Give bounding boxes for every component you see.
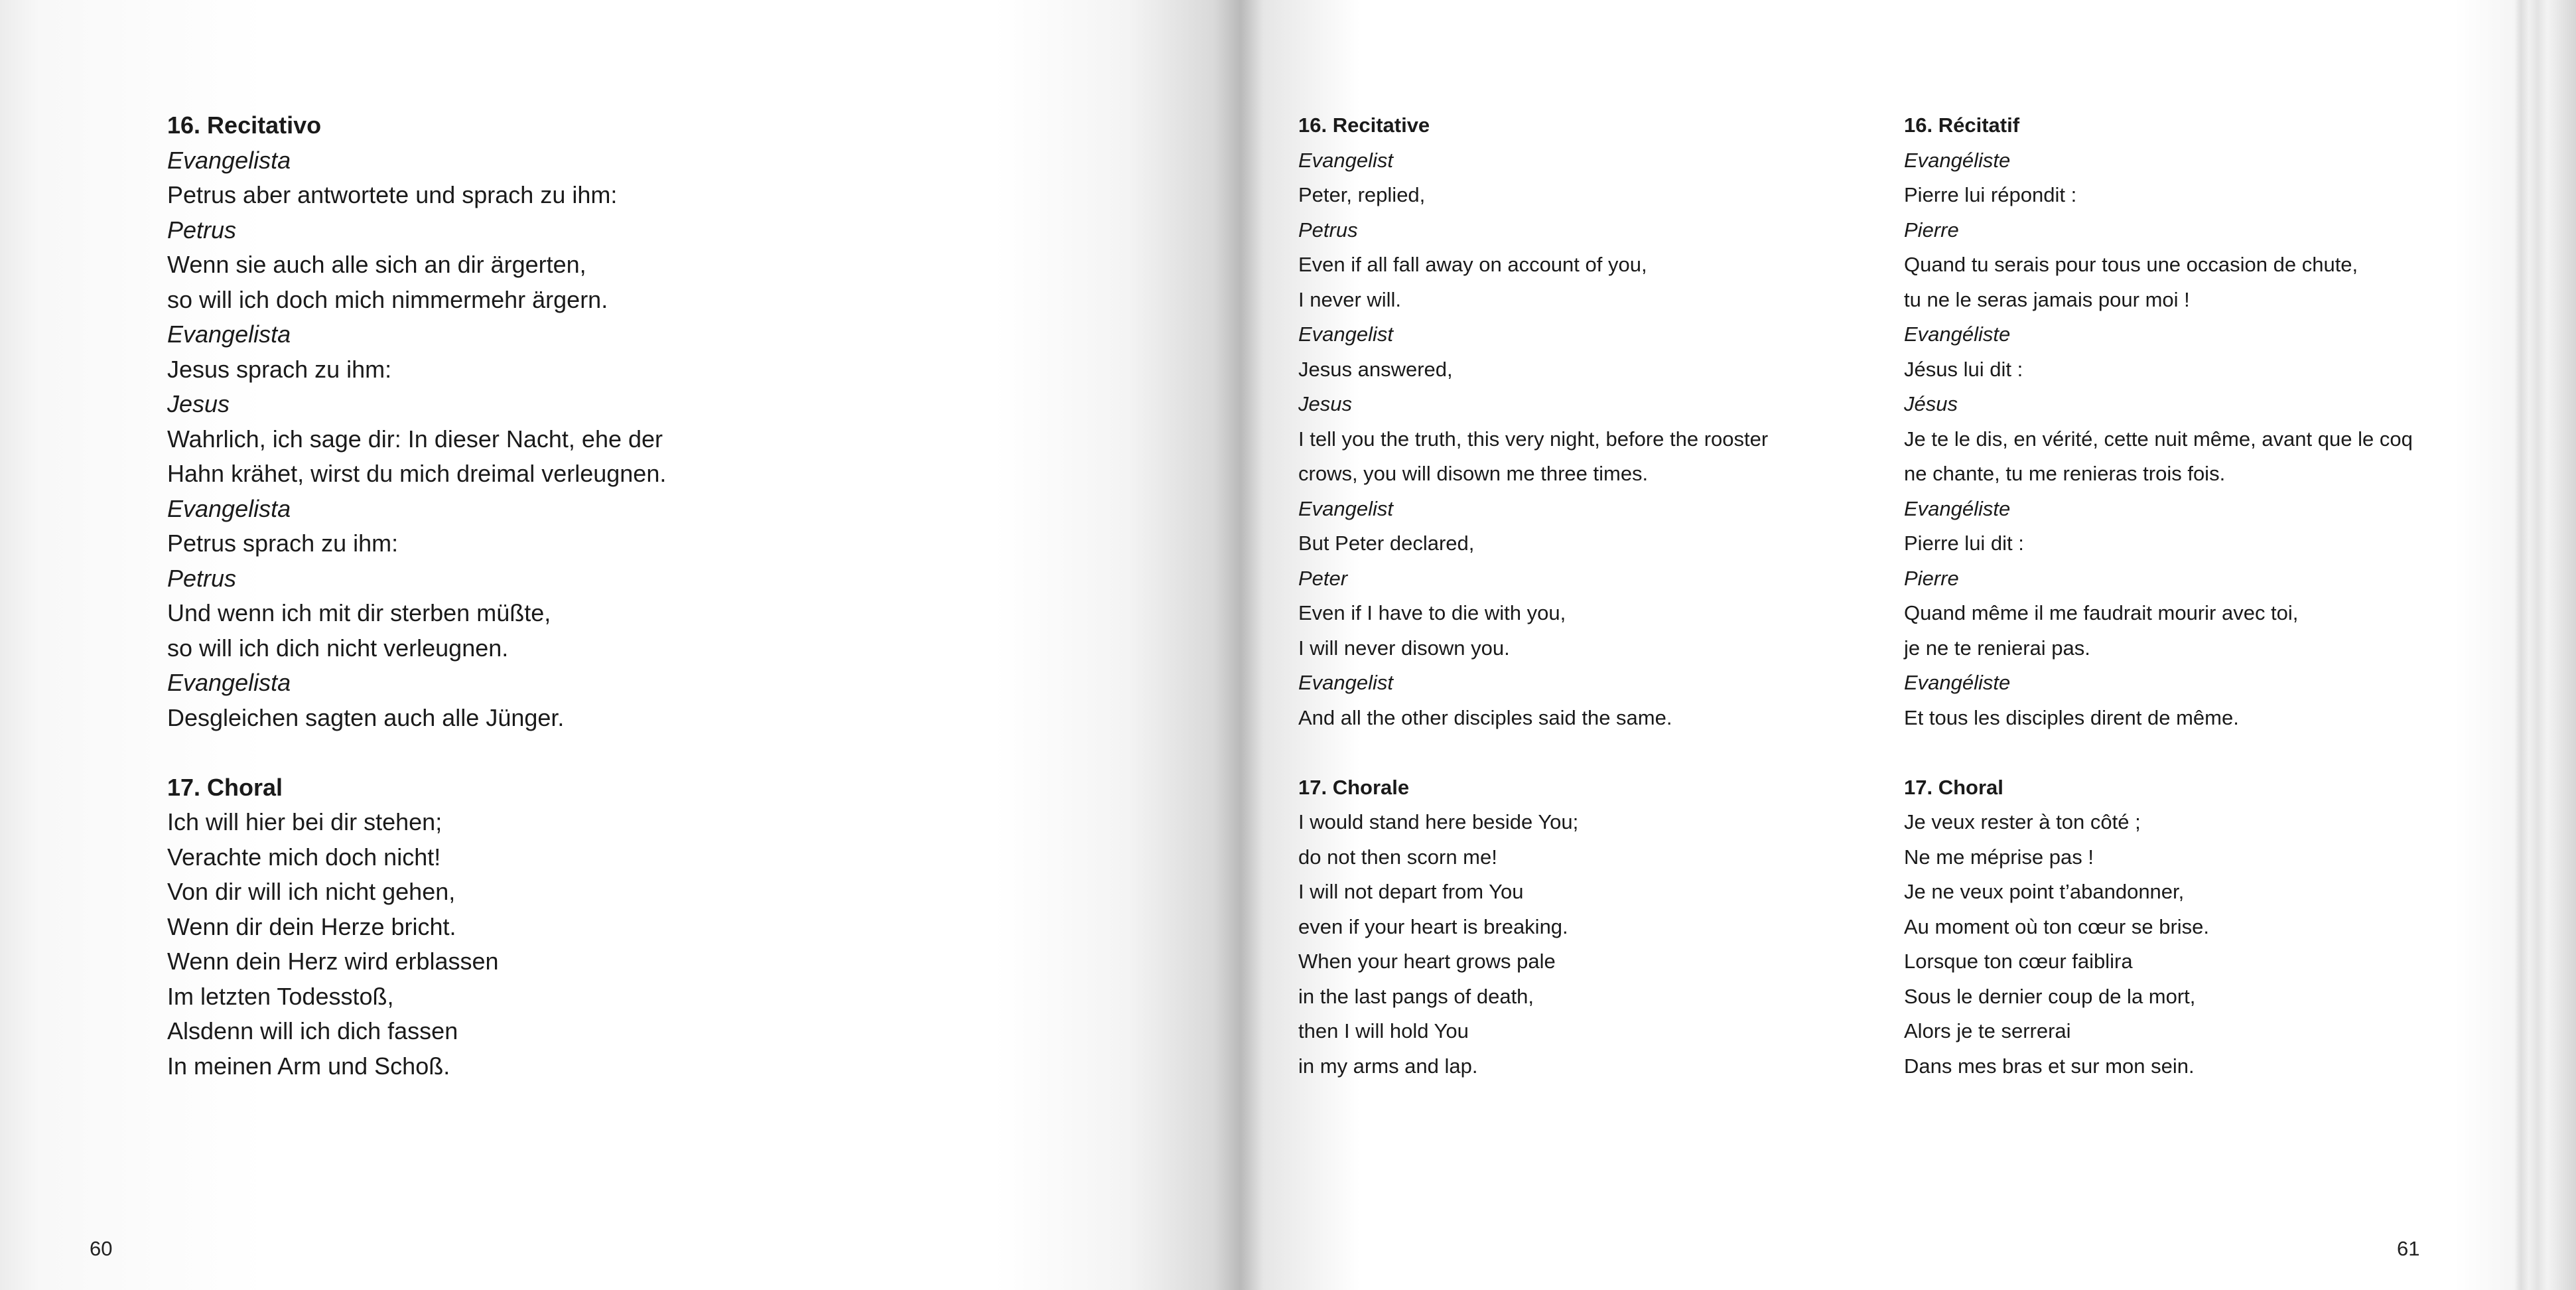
text-line: in my arms and lap. [1298,1054,1478,1078]
text-line: so will ich doch mich nimmermehr ärgern. [167,285,608,313]
text-line: je ne te renierai pas. [1904,636,2090,660]
text-line: Pierre lui dit : [1904,532,2024,555]
text-line: Sous le dernier coup de la mort, [1904,984,2196,1008]
speaker-label: Evangelista [167,321,291,348]
speaker-label: Evangelist [1298,671,1394,694]
text-line: When your heart grows pale [1298,950,1556,973]
text-line: Dans mes bras et sur mon sein. [1904,1054,2195,1078]
text-line: I never will. [1298,287,1402,311]
speaker-label: Evangéliste [1904,148,2011,172]
section-heading: 16. Recitative [1298,113,1430,137]
text-line: Jesus sprach zu ihm: [167,355,392,383]
text-line: Quand tu serais pour tous une occasion de chute, [1904,253,2358,276]
speaker-label: Jesus [167,390,230,417]
text-line: Und wenn ich mit dir sterben müßte, [167,599,551,626]
text-line: Verachte mich doch nicht! [167,843,441,871]
text-line: Wenn sie auch alle sich an dir ärgerten, [167,251,586,278]
text-line: Desgleichen sagten auch alle Jünger. [167,703,565,731]
speaker-label: Peter [1298,566,1348,590]
text-line: Even if all fall away on account of you, [1298,253,1647,276]
section-spacer [167,735,666,770]
text-line: ne chante, tu me renieras trois fois. [1904,462,2226,485]
speaker-label: Evangéliste [1904,496,2011,520]
speaker-label: Evangelist [1298,322,1394,346]
section-heading: 17. Choral [1904,775,2003,799]
speaker-label: Evangelist [1298,148,1394,172]
text-line: I will not depart from You [1298,880,1524,903]
text-line: Alors je te serrerai [1904,1019,2071,1042]
text-line: Petrus aber antwortete und sprach zu ihm: [167,181,618,208]
speaker-label: Pierre [1904,218,1959,242]
page-number-left: 60 [90,1237,113,1260]
speaker-label: Evangelista [167,669,291,696]
text-line: Wenn dein Herz wird erblassen [167,948,499,975]
text-line: Ne me méprise pas ! [1904,845,2094,869]
text-line: even if your heart is breaking. [1298,914,1568,938]
speaker-label: Jésus [1904,392,1958,415]
speaker-label: Pierre [1904,566,1959,590]
section-spacer [1298,735,1768,770]
speaker-label: Evangelista [167,146,291,174]
text-line: Au moment où ton cœur se brise. [1904,914,2210,938]
german-text-column [167,108,666,1084]
text-line: Je veux rester à ton côté ; [1904,810,2141,833]
text-line: Peter, replied, [1298,183,1426,206]
text-line: crows, you will disown me three times. [1298,462,1649,485]
text-line: Wahrlich, ich sage dir: In dieser Nacht, ehe der [167,425,663,453]
text-line: I will never disown you. [1298,636,1510,660]
page-number-right: 61 [2397,1237,2420,1260]
text-line: then I will hold You [1298,1019,1469,1042]
text-line: Lorsque ton cœur faiblira [1904,950,2133,973]
speaker-label: Petrus [167,564,237,592]
right-page [1247,0,2508,1290]
text-line: do not then scorn me! [1298,845,1497,869]
text-line: tu ne le seras jamais pour moi ! [1904,287,2190,311]
text-line: Im letzten Todesstoß, [167,982,394,1010]
left-page [0,0,1234,1290]
text-line: Je ne veux point t’abandonner, [1904,880,2185,903]
english-text-column [1298,108,1768,1084]
text-line: Et tous les disciples dirent de même. [1904,705,2239,729]
text-line: Ich will hier bei dir stehen; [167,808,442,835]
french-text-column [1904,108,2413,1084]
text-line: I would stand here beside You; [1298,810,1579,833]
text-line: But Peter declared, [1298,532,1475,555]
text-line: And all the other disciples said the same. [1298,705,1672,729]
text-line: Jésus lui dit : [1904,357,2023,381]
speaker-label: Evangéliste [1904,322,2011,346]
text-line: Jesus answered, [1298,357,1453,381]
speaker-label: Petrus [167,216,237,244]
speaker-label: Jesus [1298,392,1352,415]
speaker-label: Evangelista [167,494,291,522]
text-line: Wenn dir dein Herze bricht. [167,912,456,940]
text-line: Alsdenn will ich dich fassen [167,1017,458,1044]
text-line: Quand même il me faudrait mourir avec toi, [1904,601,2299,624]
section-heading: 17. Chorale [1298,775,1410,799]
text-line: I tell you the truth, this very night, before the rooster [1298,427,1769,451]
speaker-label: Evangelist [1298,496,1394,520]
text-line: In meinen Arm und Schoß. [167,1052,450,1080]
text-line: in the last pangs of death, [1298,984,1534,1008]
speaker-label: Petrus [1298,218,1358,242]
text-line: Hahn krähet, wirst du mich dreimal verleugnen. [167,460,667,487]
text-line: Je te le dis, en vérité, cette nuit même, avant que le coq [1904,427,2413,451]
speaker-label: Evangéliste [1904,671,2011,694]
text-line: Von dir will ich nicht gehen, [167,878,456,905]
text-line: Pierre lui répondit : [1904,183,2077,206]
text-line: so will ich dich nicht verleugnen. [167,634,509,662]
section-heading: 16. Recitativo [167,111,322,139]
text-line: Petrus sprach zu ihm: [167,530,399,557]
section-heading: 16. Récitatif [1904,113,2020,137]
text-line: Even if I have to die with you, [1298,601,1566,624]
section-heading: 17. Choral [167,773,283,801]
section-spacer [1904,735,2413,770]
